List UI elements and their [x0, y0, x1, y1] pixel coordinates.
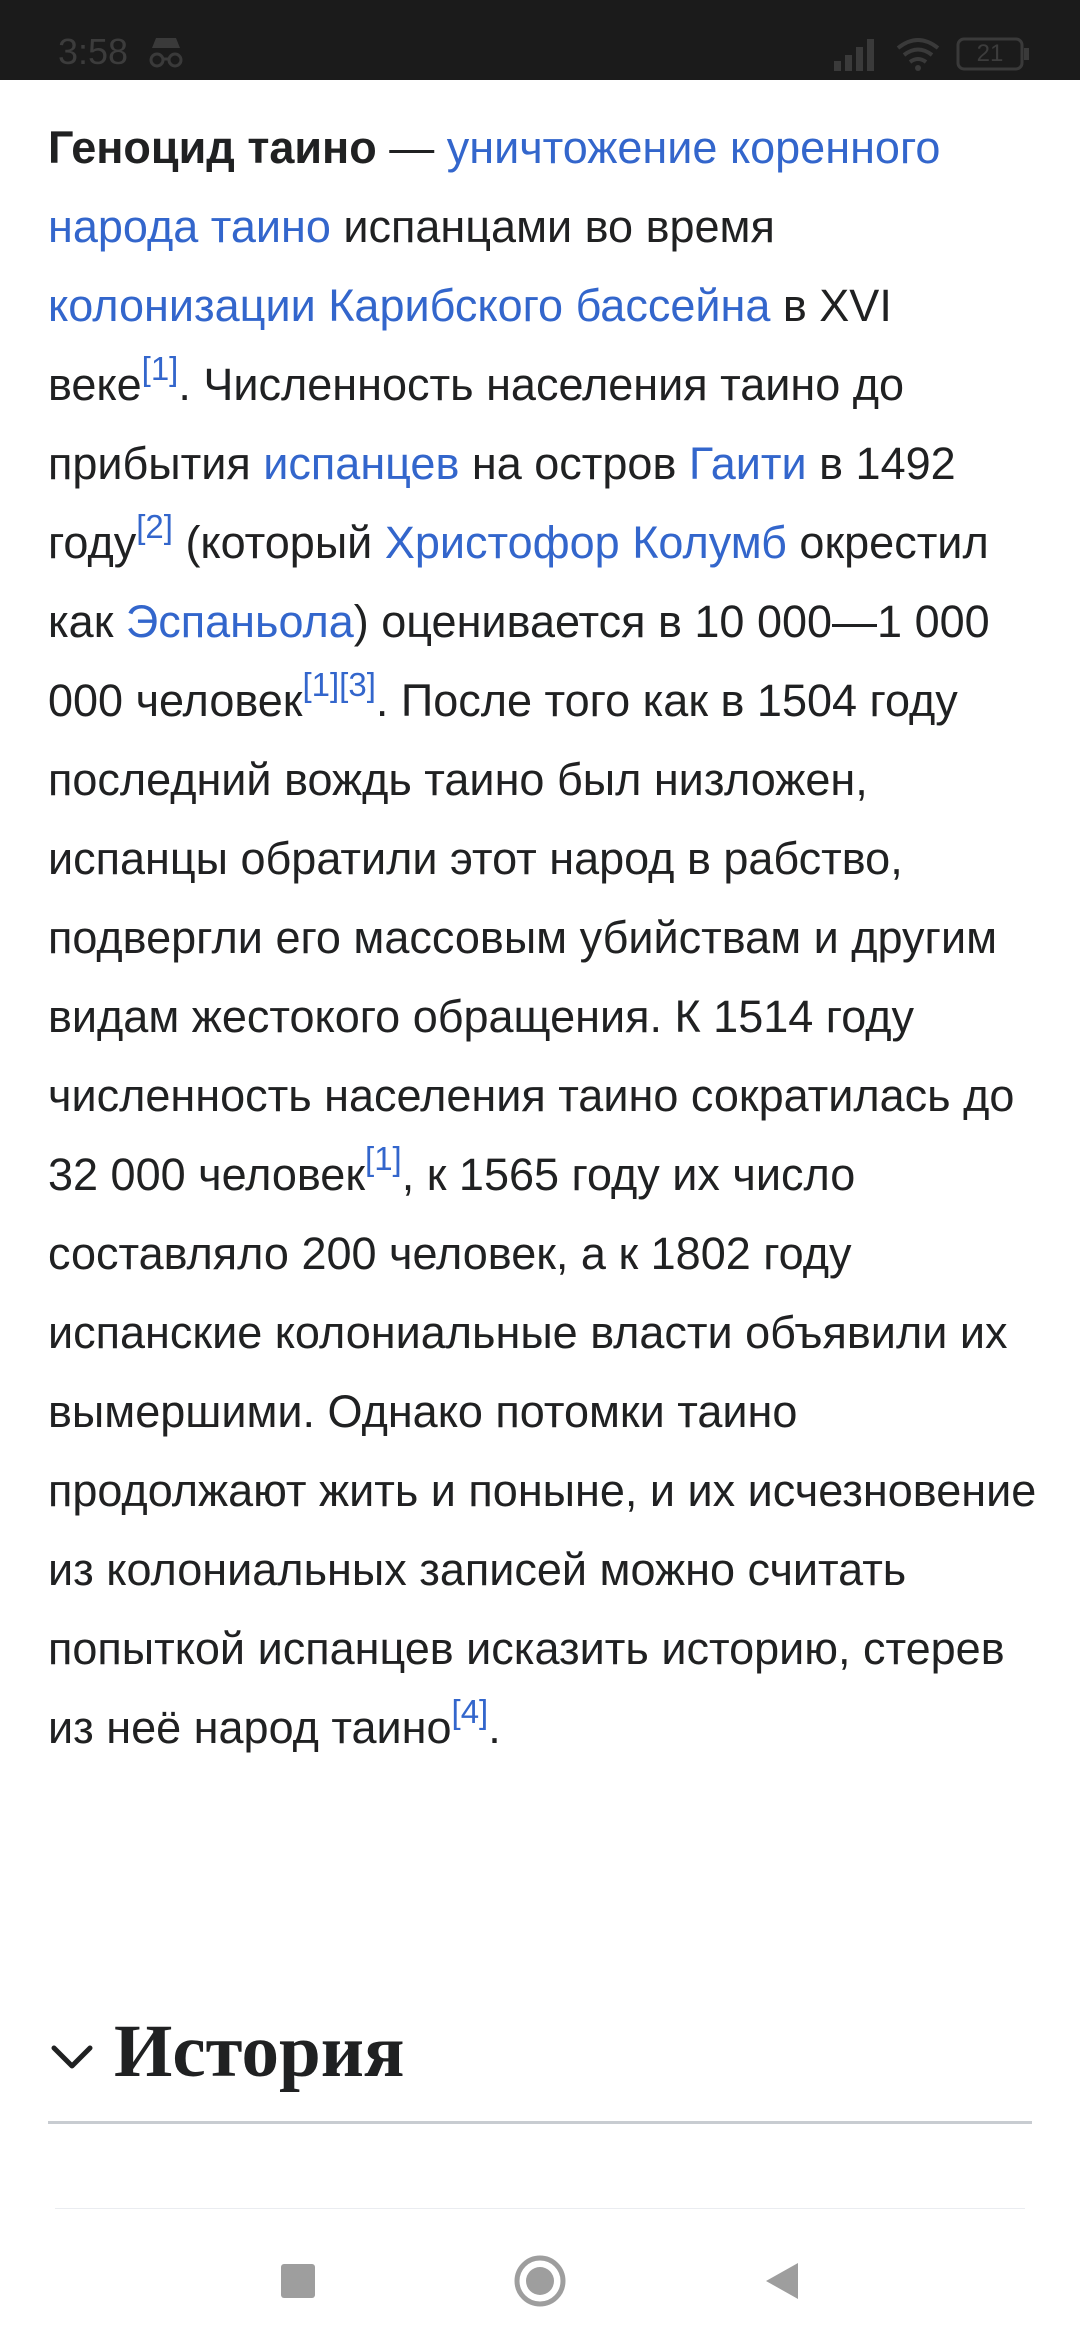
ref-1c[interactable]: [1] [365, 1140, 402, 1178]
wifi-icon [894, 36, 942, 72]
link-haiti[interactable]: Гаити [688, 438, 807, 489]
section-title: История [114, 2010, 405, 2093]
status-icons [832, 34, 1032, 74]
status-bar [0, 0, 1080, 80]
text-8: ) оценивается в 10 000—1 000 000 человек [48, 596, 990, 726]
link-destruction[interactable]: уничтожение коренного народа таино [48, 122, 941, 252]
link-spaniards[interactable]: испанцев [263, 438, 460, 489]
ref-1[interactable]: [1] [141, 350, 179, 388]
text-4: на остров [459, 438, 689, 489]
text-9: . После того как в 1504 году последний вождь таино был низложен, испанцы обратили этот народ в рабство, подвергли его массовым убийствам и другим видам жестокого обращения. К 1514 году численность населения таино сократилась до 32 000 человек [48, 675, 1015, 1200]
status-time: 3:58 [58, 31, 129, 72]
text-11: . [488, 1702, 501, 1753]
signal-icon [832, 37, 880, 71]
battery [956, 37, 1032, 71]
link-columbus[interactable]: Христофор Колумб [384, 517, 787, 568]
text-10: , к 1565 году их число составляло 200 человек, а к 1802 году испанские колониальные власти объявили их вымершими. Однако потомки таино продолжают жить и поныне, и их исчезновение из колониальных записей можно считать попыткой испанцев исказить историю, стерев из неё народ таино [48, 1149, 1037, 1753]
chevron-down-icon [48, 2034, 96, 2082]
ref-3[interactable]: [3] [339, 666, 376, 704]
recents-square-icon[interactable] [268, 2251, 328, 2311]
divider [55, 2208, 1025, 2209]
ref-4[interactable]: [4] [451, 1693, 489, 1731]
text-dash: — [376, 122, 447, 173]
link-hispaniola[interactable]: Эспаньола [125, 596, 354, 647]
home-circle-icon[interactable] [510, 2251, 570, 2311]
text-3: . Численность населения таино до прибытия [48, 359, 905, 489]
battery-level: 21 [976, 40, 1004, 67]
text-2: в XVI веке [48, 280, 892, 410]
text-7: окрестил как [48, 517, 989, 647]
text-6: (который [172, 517, 385, 568]
text-1: испанцами во время [330, 201, 775, 252]
section-history[interactable] [48, 1990, 1032, 2124]
article-term: Геноцид таино [48, 122, 377, 173]
ref-2[interactable]: [2] [136, 508, 173, 546]
link-colonization[interactable]: колонизации Карибского бассейна [48, 280, 771, 331]
lead-paragraph [48, 108, 1038, 1767]
navigation-bar [0, 2215, 1080, 2340]
article-content [48, 108, 1038, 1767]
back-triangle-icon[interactable] [752, 2251, 812, 2311]
ref-1b[interactable]: [1] [302, 666, 340, 704]
incognito-icon [146, 34, 186, 70]
text-5: в 1492 году [48, 438, 956, 568]
